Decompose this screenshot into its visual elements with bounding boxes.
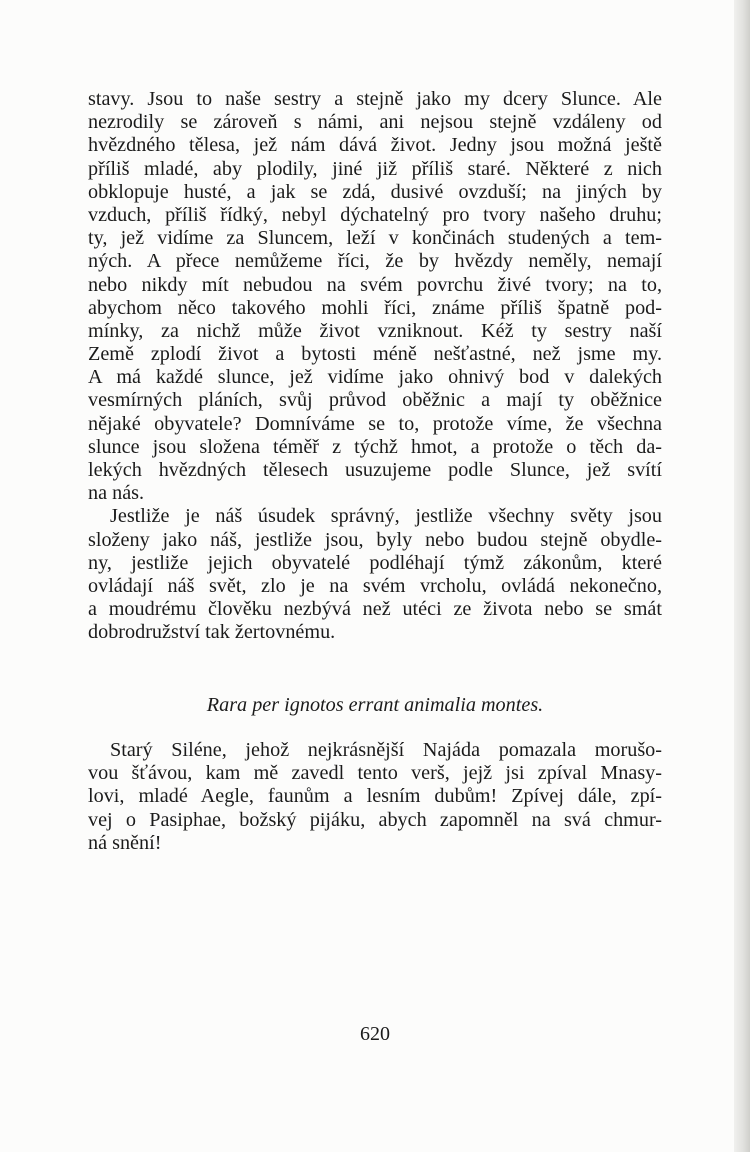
text-line: lekých hvězdných tělesech usuzujeme podle Slunce, jež svítí xyxy=(88,459,662,481)
text-line: dobrodružství tak žertovnému. xyxy=(88,621,336,644)
text-line: stavy. Jsou to naše sestry a stejně jako my dcery Slunce. Ale xyxy=(88,88,662,110)
text-line: lovi, mladé Aegle, faunům a lesním dubům! Zpívej dále, zpí- xyxy=(88,785,662,808)
page-number: 620 xyxy=(360,1023,390,1045)
text-line: Starý Siléne, jehož nejkrásnější Najáda pomazala morušo- xyxy=(110,739,662,761)
text-line: ny, jestliže jejich obyvatelé podléhají týmž zákonům, které xyxy=(88,551,662,574)
text-line: abychom něco takového mohli říci, známe příliš špatně pod- xyxy=(88,296,662,319)
text-line: mínky, za nichž může život vzniknout. Kéž ty sestry naší xyxy=(88,319,662,342)
text-line: hvězdného tělesa, jež nám dává život. Jedny jsou možná ještě xyxy=(88,134,662,157)
text-line: složeny jako náš, jestliže jsou, byly nebo budou stejně obydle- xyxy=(88,528,662,551)
text-line: ovládají náš svět, zlo je na svém vrcholu, ovládá nekonečno, xyxy=(88,574,662,597)
page-edge-shadow xyxy=(734,0,750,1152)
body-text-final xyxy=(88,739,662,855)
text-line: Země zplodí život a bytosti méně nešťastné, než jsme my. xyxy=(88,343,662,366)
text-line: ty, jež vidíme za Sluncem, leží v končinách studených a tem- xyxy=(88,227,662,250)
text-line: obklopuje husté, a jak se zdá, dusivé ovzduší; na jiných by xyxy=(88,180,662,203)
text-line: A má každé slunce, jež vidíme jako ohnivý bod v dalekých xyxy=(88,366,662,389)
text-line: a moudrému člověku nezbývá než utéci ze života nebo se smát xyxy=(88,598,662,621)
text-line: nějaké obyvatele? Domníváme se to, protože víme, že všechna xyxy=(88,412,662,435)
text-line: ných. A přece nemůžeme říci, že by hvězdy neměly, nemají xyxy=(88,250,662,273)
body-text xyxy=(88,88,662,645)
text-line: vzduch, příliš řídký, nebyl dýchatelný pro tvory našeho druhu; xyxy=(88,203,662,226)
text-line: Jestliže je náš úsudek správný, jestliže všechny světy jsou xyxy=(110,505,662,528)
latin-motto: Rara per ignotos errant animalia montes. xyxy=(206,694,544,716)
text-line: nezrodily se zároveň s námi, ani nejsou stejně vzdáleny od xyxy=(88,111,662,134)
text-line: slunce jsou složena téměř z týchž hmot, a protože o těch da- xyxy=(88,435,662,458)
text-line: nebo nikdy mít nebudou na svém povrchu živé tvory; na to, xyxy=(88,273,662,296)
text-line: vej o Pasiphae, božský pijáku, abych zapomněl na svá chmur- xyxy=(88,808,662,831)
text-line: ná snění! xyxy=(88,831,162,854)
text-line: vesmírných pláních, svůj průvod oběžnic a mají ty oběžnice xyxy=(88,389,662,412)
text-line: na nás. xyxy=(88,482,145,505)
text-line: příliš mladé, aby plodily, jiné již příliš staré. Některé z nich xyxy=(88,157,662,180)
text-line: vou šťávou, kam mě zavedl tento verš, jejž jsi zpíval Mnasy- xyxy=(88,762,662,785)
